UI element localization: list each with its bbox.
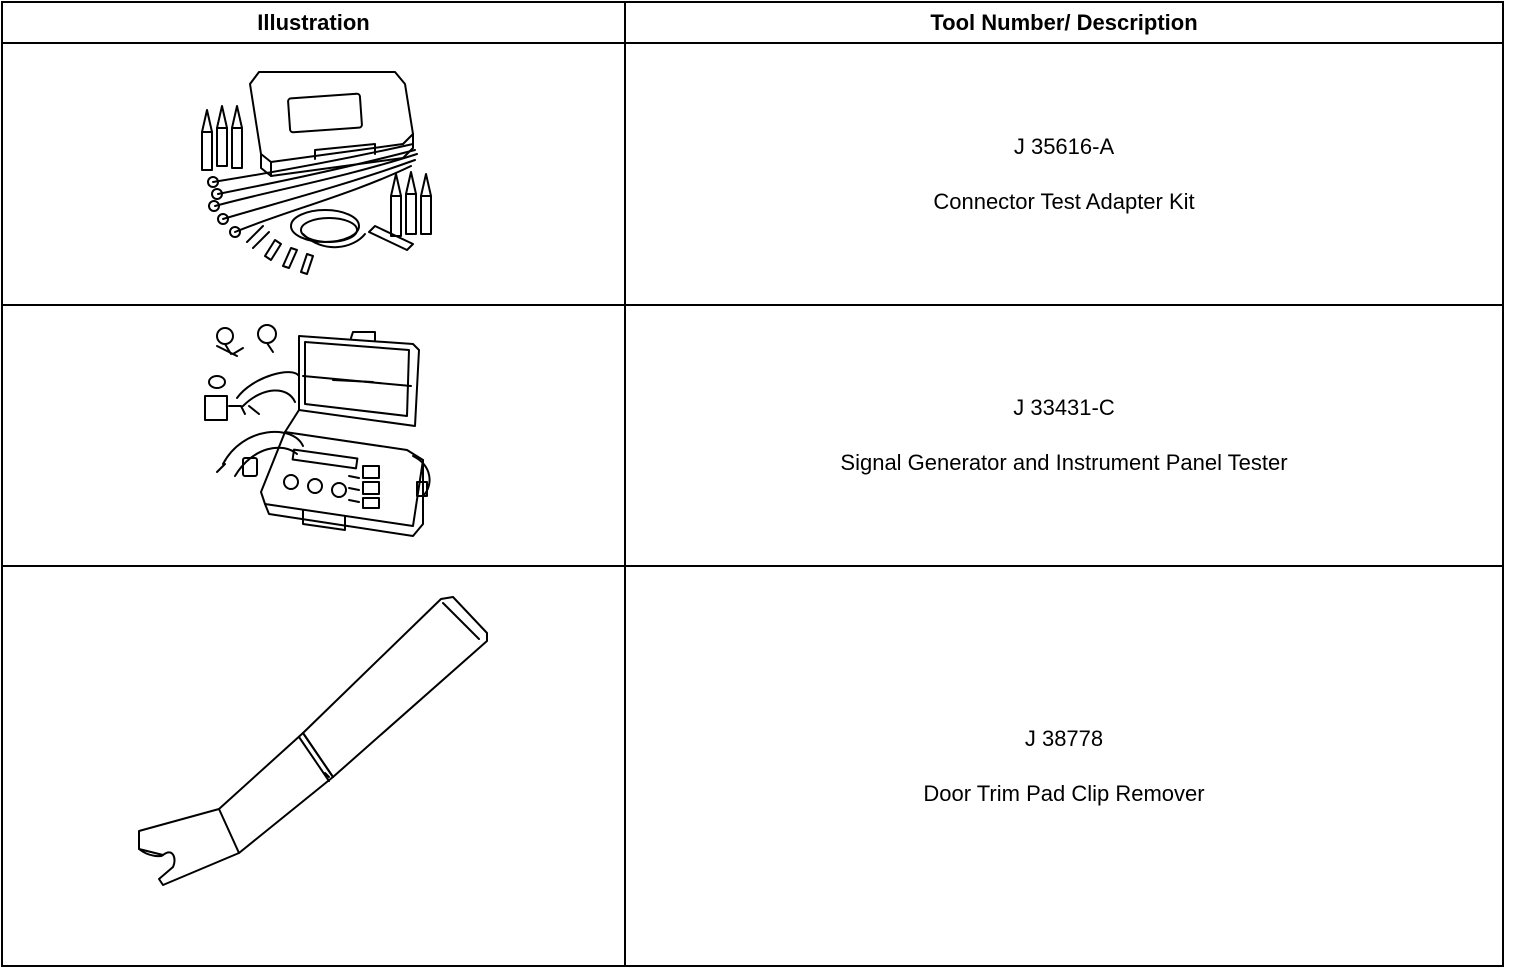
tool-cell: [625, 305, 1503, 566]
illustration-cell: [2, 566, 625, 966]
illustration-header: Illustration: [2, 2, 625, 43]
tool-description: Connector Test Adapter Kit: [933, 188, 1195, 214]
tool-number: J 38778: [1024, 725, 1104, 751]
door-trim-pad-clip-remover-illustration: [3, 567, 624, 965]
header-row: [2, 2, 1503, 43]
table-row: [2, 566, 1503, 966]
tool-cell: [625, 43, 1503, 305]
signal-generator-tester-illustration: [3, 306, 624, 565]
table-row: [2, 43, 1503, 305]
tools-table: [1, 1, 1504, 967]
tool-description: Door Trim Pad Clip Remover: [923, 780, 1205, 806]
tool-description: Signal Generator and Instrument Panel Tester: [840, 450, 1288, 475]
connector-test-adapter-kit-illustration: [3, 44, 624, 304]
tool-number: J 35616-A: [1013, 133, 1115, 159]
tool-description-header: Tool Number/ Description: [625, 2, 1503, 43]
table-row: [2, 305, 1503, 566]
illustration-cell: [2, 305, 625, 566]
illustration-cell: [2, 43, 625, 305]
tool-cell: [625, 566, 1503, 966]
tool-number: J 33431-C: [1013, 395, 1115, 420]
